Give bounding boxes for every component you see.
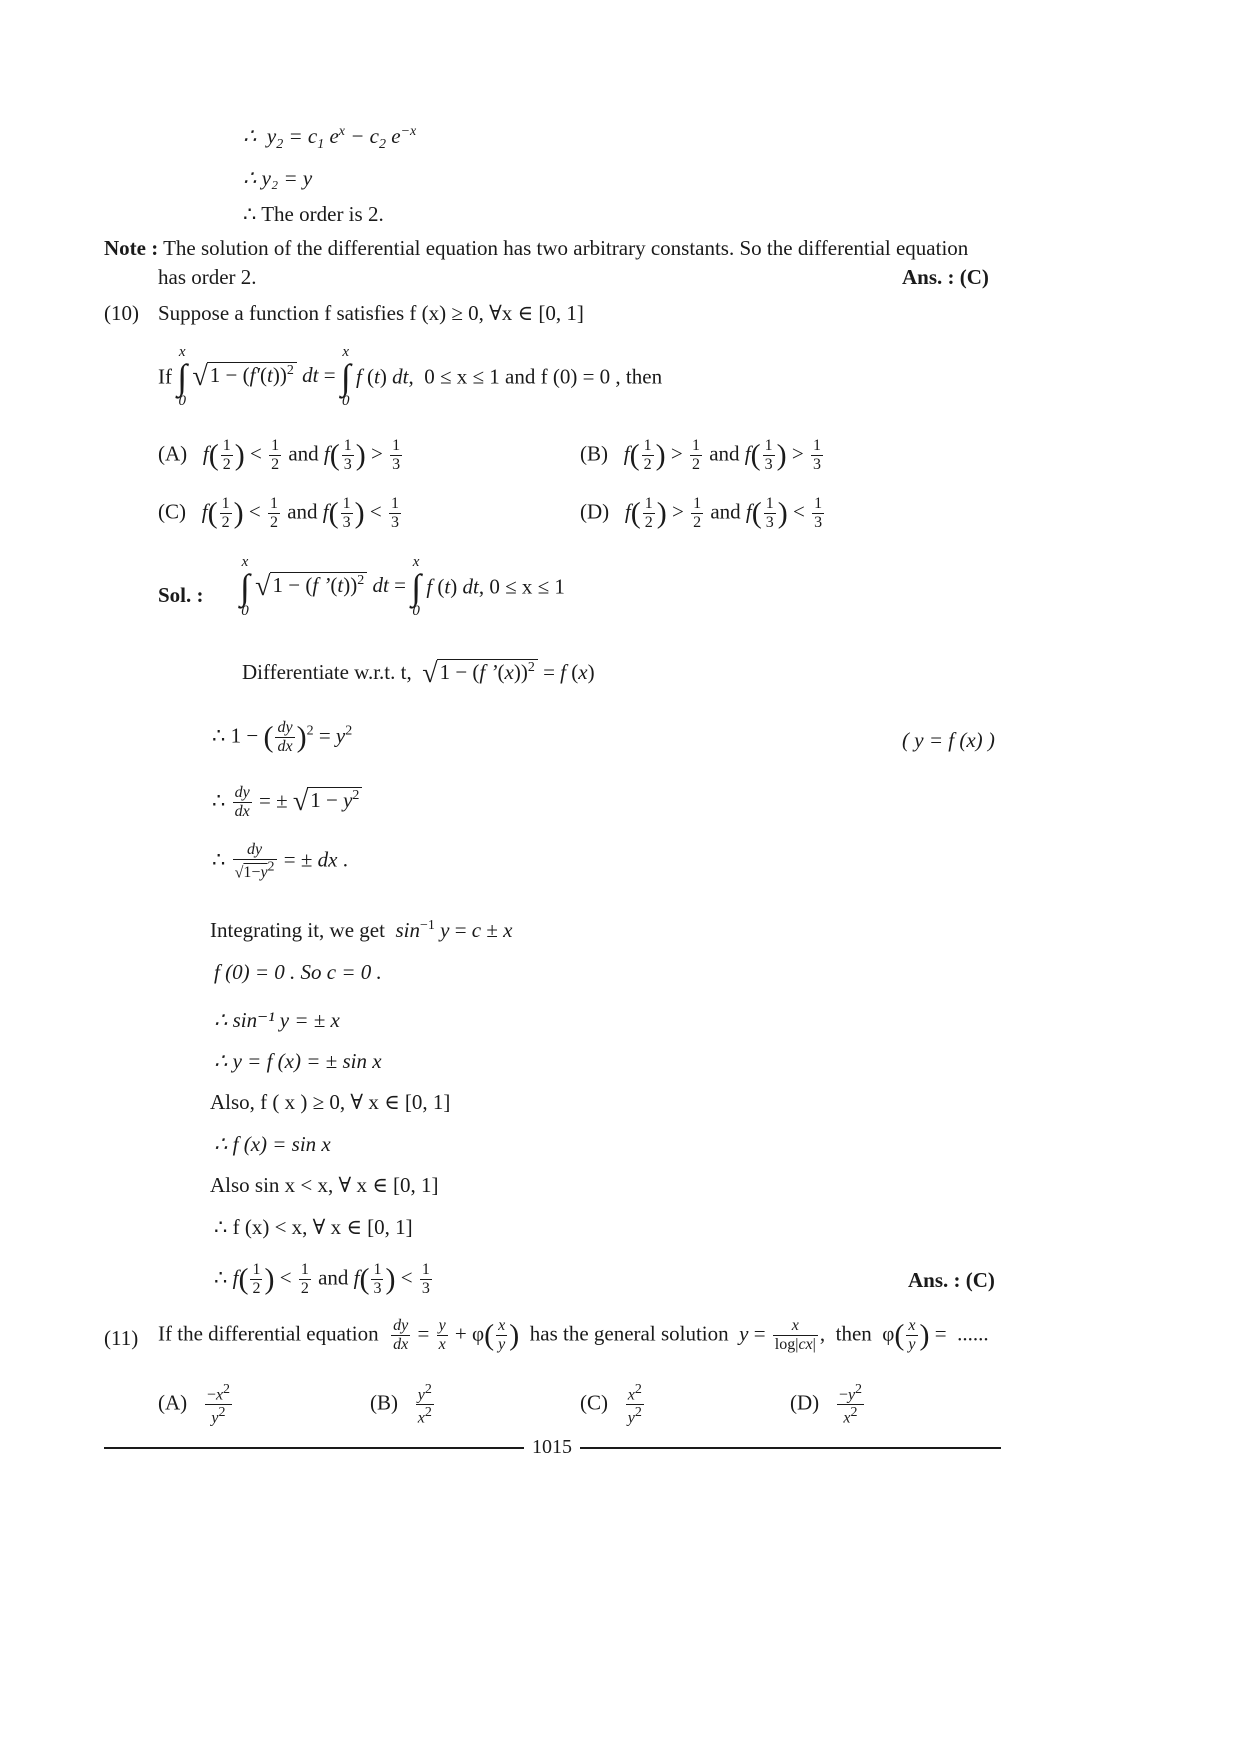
option-c-label: (C) xyxy=(158,499,186,524)
sol-answer: Ans. : (C) xyxy=(908,1268,995,1292)
line-y2-equals-y: ∴ y₂ = y xyxy=(243,166,313,190)
sol-lt-step: ∴ f (x) < x, ∀ x ∈ [0, 1] xyxy=(214,1215,413,1239)
q11-option-c: (C) $\frac{x^2}{y^2}$ xyxy=(580,1382,642,1427)
q11-option-a: (A) $\frac{-x^2}{y^2}$ xyxy=(158,1382,231,1427)
footer-rule-left xyxy=(104,1447,524,1449)
note-text-2: has order 2. xyxy=(158,265,257,289)
sol-differentiate: Differentiate w.r.t. t, √1 − (f ’(x))$^2$ = f (x) xyxy=(242,658,595,689)
note-answer: Ans. : (C) xyxy=(902,265,989,289)
footer-rule-right xyxy=(580,1447,1001,1449)
option-a-label: (A) xyxy=(158,441,188,466)
q10-option-b: (B) f( $\frac{1}{2}$ ) > $\frac{1}{2}$ and f( $\frac{1}{3}$ ) > $\frac{1}{3}$ xyxy=(580,437,821,473)
sol-also-2: Also sin x < x, ∀ x ∈ [0, 1] xyxy=(210,1173,439,1197)
sol-step-1: ∴ 1 − ( $\frac{dy}{dx}$ )$^2 = y^2$ xyxy=(212,719,353,755)
sol-step-2: ∴ $\frac{dy}{dx}$ = ± $√1 - y^2$ xyxy=(212,785,362,820)
line-order: ∴ The order is 2. xyxy=(243,202,384,226)
note-paragraph xyxy=(104,236,968,261)
q11-option-b: (B) $\frac{y^2}{x^2}$ xyxy=(370,1382,432,1427)
sol-y-note: ( y = f (x) ) xyxy=(902,728,995,752)
q11-option-d: (D) $\frac{-y^2}{x^2}$ xyxy=(790,1382,863,1427)
option-d-label: (D) xyxy=(580,499,610,524)
q10-number: (10) xyxy=(104,301,139,325)
sol-f0: f (0) = 0 . So c = 0 . xyxy=(214,960,382,984)
sol-sin-step: ∴ sin⁻¹ y = ± x xyxy=(214,1008,340,1032)
q10-text: Suppose a function f satisfies f (x) ≥ 0, ∀x ∈ [0, 1] xyxy=(158,301,584,325)
note-text-1: The solution of the differential equation has two arbitrary constants. So the differential equation xyxy=(163,236,969,260)
option-b-label: (B) xyxy=(580,441,608,466)
sol-y-step: ∴ y = f (x) = ± sin x xyxy=(214,1049,382,1073)
q10-option-d: (D) f( $\frac{1}{2}$ ) > $\frac{1}{2}$ and f( $\frac{1}{3}$ ) < $\frac{1}{3}$ xyxy=(580,495,823,531)
q10-option-a: (A) f( $\frac{1}{2}$ ) < $\frac{1}{2}$ and f( $\frac{1}{3}$ ) > $\frac{1}{3}$ xyxy=(158,437,401,473)
page-number: 1015 xyxy=(532,1436,572,1458)
sol-equation: x ∫ 0 √1 − (f ’(t))$^2$ dt = x ∫ 0 f (t) dt, 0 ≤ x ≤ 1 xyxy=(240,554,565,619)
note-label: Note : xyxy=(104,236,159,260)
sol-label: Sol. : xyxy=(158,583,204,607)
sol-step-3: ∴ $\frac{dy}{√1-y^2}$ = ± dx . xyxy=(212,841,348,882)
sol-fx-step: ∴ f (x) = sin x xyxy=(214,1132,331,1156)
sol-integrating: Integrating it, we get $\sin^{-1} y = c \pm x$ xyxy=(210,918,513,942)
q10-option-c: (C) f( $\frac{1}{2}$ ) < $\frac{1}{2}$ and f( $\frac{1}{3}$ ) < $\frac{1}{3}$ xyxy=(158,495,399,531)
sol-final-step: ∴ f( $\frac{1}{2}$ ) < $\frac{1}{2}$ and f( $\frac{1}{3}$ ) < $\frac{1}{3}$ xyxy=(214,1261,430,1297)
q10-equation: If x ∫ 0 $√1 - (f'(t))^2$ dt = x ∫ 0 f (t) dt, 0 ≤ x ≤ 1 and f (0) = 0 , then xyxy=(158,344,663,409)
line-y2-expression: ∴ $y_2 = c_1$ $e^x - c_2$ $e^{-x}$ xyxy=(243,124,417,153)
q11-number: (11) xyxy=(104,1326,139,1350)
sol-also-1: Also, f ( x ) ≥ 0, ∀ x ∈ [0, 1] xyxy=(210,1090,451,1114)
q10-condition: 0 ≤ x ≤ 1 and f (0) = 0 , then xyxy=(424,364,663,389)
q10-if: If xyxy=(158,364,172,389)
q11-text: If the differential equation $\frac{dy}{dx}$ = $\frac{y}{x}$ + φ( $\frac{x}{y}$ ) has the general solution y = $\frac{x}{\log|cx|}$ , then φ( $\frac{x}{y}$ ) = ...... xyxy=(158,1317,989,1353)
